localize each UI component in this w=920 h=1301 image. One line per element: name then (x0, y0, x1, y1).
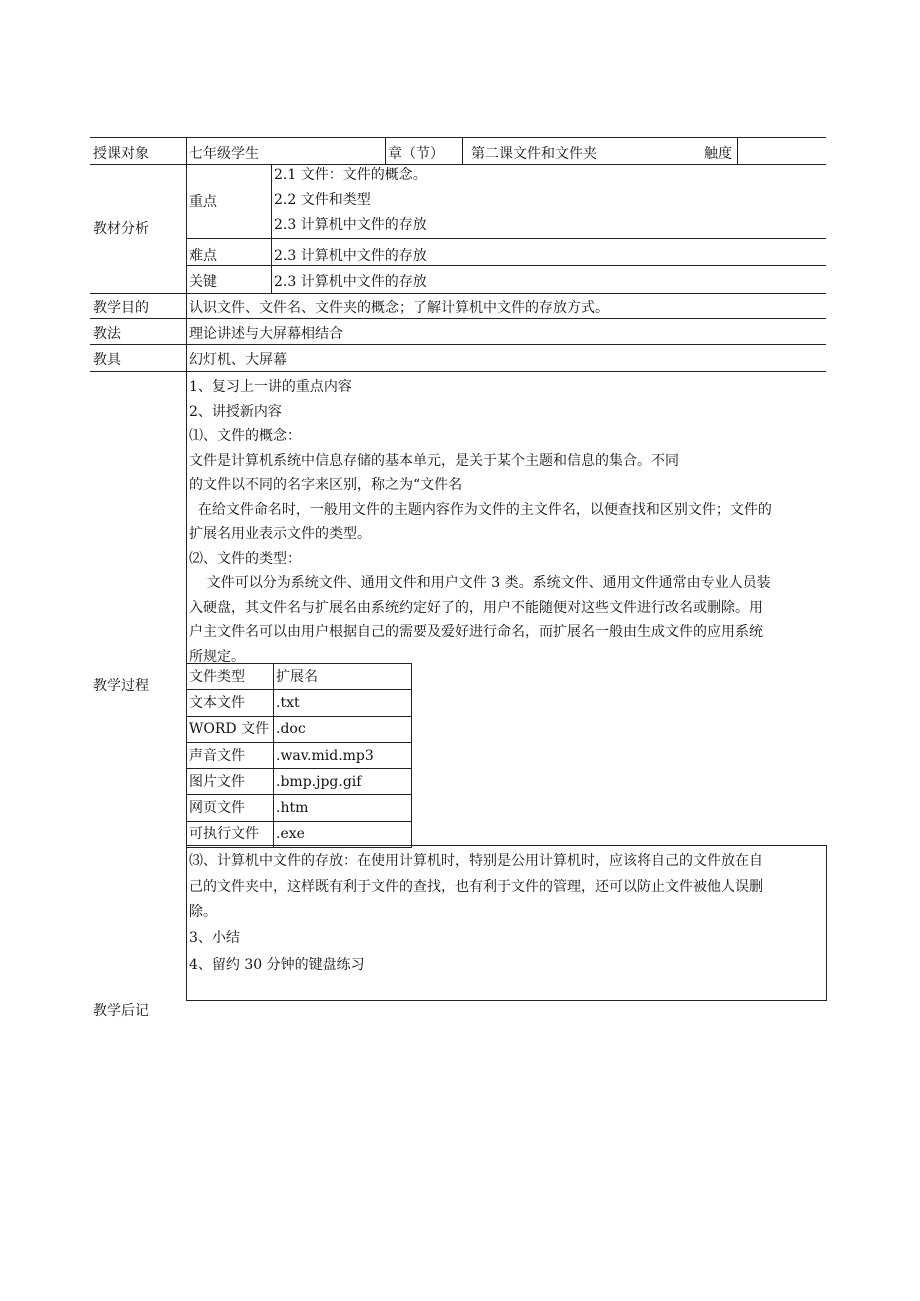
table-row (187, 716, 412, 742)
table-cell: 可执行文件 (187, 821, 274, 847)
value-chapter: 第二课文件和文件夹 (471, 146, 597, 162)
rule-after-key (186, 238, 826, 239)
table-cell: .wav.mid.mp3 (274, 742, 412, 768)
label-target: 授课对象 (93, 146, 149, 162)
rule-after-goal (90, 318, 826, 319)
process-line: ⑶、计算机中文件的存放：在使用计算机时，特别是公用计算机时，应该将自己的文件放在自 (189, 853, 763, 869)
rule-storage-right (826, 845, 827, 1000)
process-line: 除。 (189, 904, 217, 920)
process-line: 己的文件夹中，这样既有利于文件的查找，也有利于文件的管理，还可以防止文件被他人误删 (189, 878, 763, 895)
process-line: 扩展名用业表示文件的类型。 (189, 526, 371, 542)
value-goal: 认识文件、文件名、文件夹的概念；了解计算机中文件的存放方式。 (189, 300, 609, 316)
table-row (187, 742, 412, 768)
rule-process-bottom (186, 1000, 827, 1001)
process-line: ⑴、文件的概念： (189, 428, 301, 444)
process-line: 在给文件命名时，一般用文件的主题内容作为文件的主文件名，以便查找和区别文件；文件的 (189, 501, 772, 518)
process-exercise: 4、留约 30 分钟的键盘练习 (189, 957, 365, 973)
process-line: 1、复习上一讲的重点内容 (189, 379, 352, 395)
process-line: 2、讲授新内容 (189, 403, 282, 420)
process-line: 的文件以不同的名字来区别，称之为“文件名 (189, 477, 463, 493)
table-header-cell: 扩展名 (274, 664, 412, 690)
table-row (187, 690, 412, 716)
label-difficult: 难点 (189, 248, 217, 264)
label-process: 教学过程 (93, 678, 149, 694)
rule-after-difficult (186, 265, 826, 266)
table-cell: 网页文件 (187, 795, 274, 821)
table-row (187, 795, 412, 821)
table-header-cell: 文件类型 (187, 664, 274, 690)
table-cell: .doc (274, 716, 412, 742)
rule-after-header (90, 164, 826, 165)
value-tools: 幻灯机、大屏幕 (189, 352, 287, 368)
label-tools: 教具 (93, 352, 121, 368)
label-afterword: 教学后记 (93, 1003, 149, 1019)
process-line: 入硬盘，其文件名与扩展名由系统约定好了的，用户不能随便对这些文件进行改名或删除。用 (189, 599, 763, 616)
process-line: ⑵、文件的类型： (189, 550, 301, 567)
label-method: 教法 (93, 326, 121, 342)
value-difficult: 2.3 计算机中文件的存放 (274, 248, 427, 264)
key-item: 2.1 文件：文件的概念。 (274, 167, 427, 183)
label-extra: 触度 (704, 146, 732, 162)
label-goal: 教学目的 (93, 300, 149, 316)
rule-after-analysis (90, 293, 826, 294)
rule-chapter-left (385, 137, 386, 164)
rule-extra-right (737, 137, 738, 164)
label-key: 重点 (189, 194, 217, 210)
process-line: 文件是计算机系统中信息存储的基本单元，是关于某个主题和信息的集合。不同 (189, 452, 679, 469)
table-cell: .bmp.jpg.gif (274, 769, 412, 795)
table-cell: WORD 文件 (187, 716, 274, 742)
table-row (187, 821, 412, 847)
label-critical: 关键 (189, 274, 217, 290)
process-line: 文件可以分为系统文件、通用文件和用户文件 3 类。系统文件、通用文件通常由专业人员装 (189, 575, 771, 591)
table-row (187, 769, 412, 795)
file-type-table (186, 663, 412, 848)
table-cell: .htm (274, 795, 412, 821)
table-cell: .txt (274, 690, 412, 716)
value-target: 七年级学生 (189, 146, 259, 162)
value-method: 理论讲述与大屏幕相结合 (189, 326, 343, 342)
table-cell: 文本文件 (187, 690, 274, 716)
rule-after-tools (90, 371, 826, 372)
process-summary: 3、小结 (189, 930, 240, 946)
rule-label-column (186, 137, 187, 1000)
rule-chapter-right (462, 137, 463, 164)
rule-after-method (90, 344, 826, 345)
process-line: 所规定。 (189, 648, 245, 665)
table-cell: .exe (274, 821, 412, 847)
label-analysis: 教材分析 (93, 221, 149, 237)
key-item: 2.2 文件和类型 (274, 192, 371, 208)
key-item: 2.3 计算机中文件的存放 (274, 217, 427, 233)
rule-top (90, 137, 826, 138)
table-cell: 图片文件 (187, 769, 274, 795)
label-chapter: 章（节） (388, 146, 444, 162)
process-storage (189, 849, 826, 926)
table-header-row (187, 664, 412, 690)
process-line: 户主文件名可以由用户根据自己的需要及爱好进行命名，而扩展名一般由生成文件的应用系统 (189, 624, 763, 640)
value-critical: 2.3 计算机中文件的存放 (274, 274, 427, 290)
rule-analysis-sub (271, 164, 272, 293)
process-intro (189, 375, 826, 669)
table-cell: 声音文件 (187, 742, 274, 768)
